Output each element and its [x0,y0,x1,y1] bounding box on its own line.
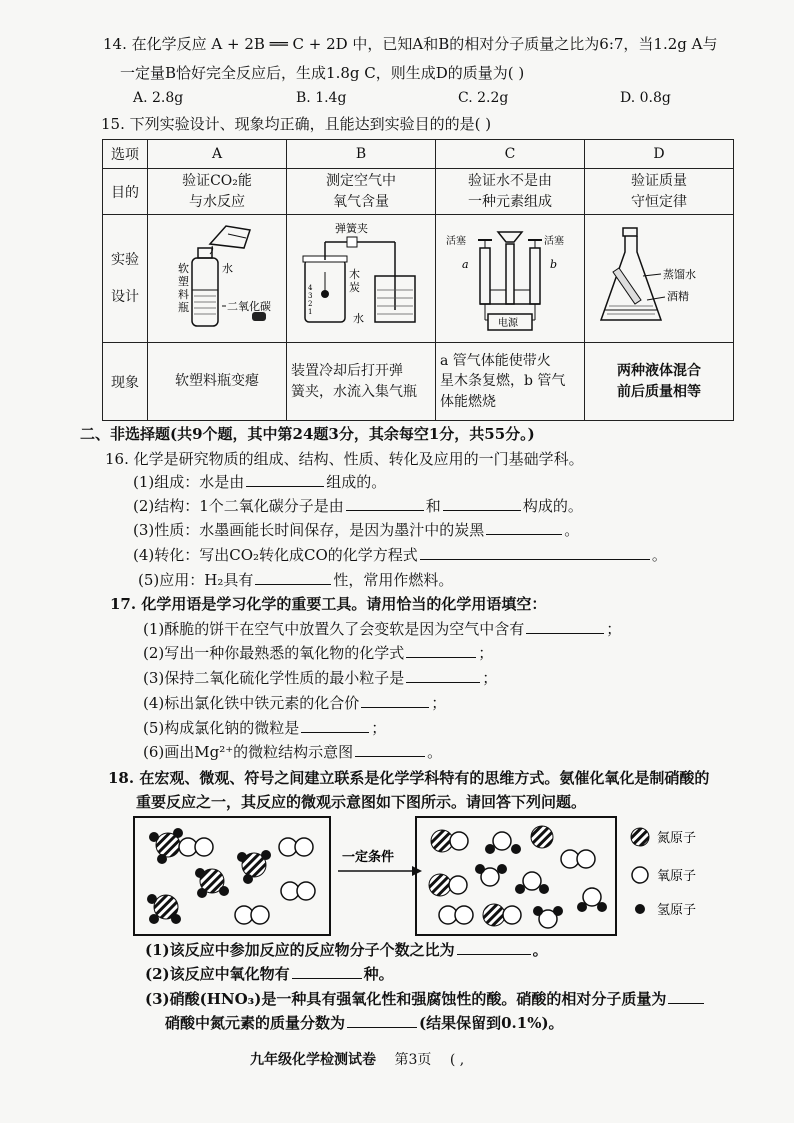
q15-experiment-table [102,139,734,421]
answer-blank[interactable] [255,570,331,585]
q14-options [0,90,794,110]
plastic-bottle-diagram [152,220,282,338]
phenomenon-c: a 管气体能使带火 星木条复燃，b 管气 体能燃烧 [436,343,585,421]
q17-part5: (5)构成氯化钠的微粒是 ； [143,719,387,737]
q18-part2: (2)该反应中氧化物有 种。 [145,965,394,983]
svg-text:电源: 电源 [498,317,518,329]
q16-part5: (5)应用：H₂具有 性，常用作燃料。 [138,571,454,589]
purpose-d: 验证质量 守恒定律 [585,169,734,215]
footer-title: 九年级化学检测试卷 [250,1052,376,1068]
reaction-micro-diagram [130,811,730,941]
footer-page-number: 第3页 [394,1052,432,1068]
q17-part2: (2)写出一种你最熟悉的氧化物的化学式 ； [143,644,494,662]
q16-part4: (4)转化：写出CO₂转化成CO的化学方程式 。 [133,546,667,564]
answer-blank[interactable] [443,496,521,511]
oxygen-atom-icon [632,867,648,883]
q18-stem-line1: 18. 在宏观、微观、符号之间建立联系是化学学科特有的思维方式。氨催化氧化是制硝酸的 [108,769,710,787]
nitrogen-atom-icon [631,828,649,846]
answer-blank[interactable] [668,989,704,1004]
svg-text:1: 1 [308,307,313,316]
legend-nitrogen: 氮原子 [657,831,697,846]
table-header-option: 选项 [103,140,148,169]
answer-blank[interactable] [406,643,476,658]
answer-blank[interactable] [292,964,362,979]
answer-blank[interactable] [406,668,480,683]
q14-option-b: B. 1.4g [296,90,347,106]
purpose-a: 验证CO₂能 与水反应 [148,169,287,215]
q16-stem: 16. 化学是研究物质的组成、结构、性质、转化及应用的一门基础学科。 [105,450,584,468]
answer-blank[interactable] [486,520,562,535]
footer-paren: ( , [449,1052,465,1068]
purpose-b: 测定空气中 氧气含量 [287,169,436,215]
table-header-c: C [436,140,585,169]
q18-stem-line2: 重要反应之一，其反应的微观示意图如下图所示。请回答下列问题。 [136,793,587,811]
svg-text:塑: 塑 [178,274,189,288]
answer-blank[interactable] [301,718,369,733]
row-label-purpose: 目的 [103,169,148,215]
design-d-illustration [585,215,734,343]
table-header-a: A [148,140,287,169]
svg-text:软: 软 [178,261,189,275]
svg-text:活塞: 活塞 [544,235,564,247]
q16-part3: (3)性质：水墨画能长时间保存，是因为墨汁中的炭黑 。 [133,521,580,539]
q14-option-d: D. 0.8g [620,90,671,106]
svg-text:料: 料 [178,287,189,301]
q17-part6: (6)画出Mg²⁺的微粒结构示意图 。 [143,743,443,761]
design-a-illustration [148,215,287,343]
q16-part1: (1)组成：水是由 组成的。 [133,473,387,491]
legend-hydrogen: 氢原子 [657,903,697,918]
oxygen-content-diagram [291,220,431,338]
answer-blank[interactable] [420,545,650,560]
q16-part2: (2)结构：1个二氧化碳分子是由 和 构成的。 [133,497,583,515]
q14-stem-line1: 14. 在化学反应 A + 2B ══ C + 2D 中，已知A和B的相对分子质量之比为6:7，当1.2g A与 [103,35,718,53]
svg-text:二氧化碳: 二氧化碳 [227,299,271,313]
reaction-condition-label: 一定条件 [342,850,395,865]
q14-stem-line2: 一定量B恰好完全反应后，生成1.8g C，则生成D的质量为( ) [120,64,525,82]
reactant-molecules [147,828,315,924]
svg-text:瓶: 瓶 [178,300,189,314]
answer-blank[interactable] [526,619,604,634]
q17-part3: (3)保持二氧化硫化学性质的最小粒子是 ； [143,669,498,687]
svg-text:炭: 炭 [349,280,360,294]
svg-text:木: 木 [349,267,360,281]
table-header-d: D [585,140,734,169]
purpose-c: 验证水不是由 一种元素组成 [436,169,585,215]
answer-blank[interactable] [346,496,424,511]
hydrogen-atom-icon [635,904,645,914]
svg-text:3: 3 [308,291,313,300]
q18-part3a: (3)硝酸(HNO₃)是一种具有强氧化性和强腐蚀性的酸。硝酸的相对分子质量为 [145,988,706,1009]
q14-option-a: A. 2.8g [133,90,184,106]
design-c-illustration [436,215,585,343]
svg-text:活塞: 活塞 [446,235,466,247]
q17-part4: (4)标出氯化铁中铁元素的化合价 ； [143,694,447,712]
row-label-design: 实验 设计 [103,215,148,343]
legend-oxygen: 氧原子 [657,869,697,884]
q17-stem: 17. 化学用语是学习化学的重要工具。请用恰当的化学用语填空： [110,595,547,613]
q14-option-c: C. 2.2g [458,90,509,106]
svg-text:2: 2 [308,299,313,308]
svg-text:水: 水 [222,261,233,275]
row-label-phenomenon: 现象 [103,343,148,421]
phenomenon-a: 软塑料瓶变瘪 [148,343,287,421]
svg-text:酒精: 酒精 [667,289,689,303]
answer-blank[interactable] [457,940,531,955]
answer-blank[interactable] [246,472,324,487]
svg-text:b: b [550,257,558,271]
answer-blank[interactable] [347,1013,417,1028]
svg-text:蒸馏水: 蒸馏水 [663,267,696,281]
product-molecules [429,826,607,928]
q18-part1: (1)该反应中参加反应的反应物分子个数之比为 。 [145,941,548,959]
page-footer [250,1049,464,1069]
table-header-b: B [287,140,436,169]
phenomenon-d: 两种液体混合 前后质量相等 [585,343,734,421]
svg-text:4: 4 [308,283,313,292]
q15-stem: 15. 下列实验设计、现象均正确，且能达到实验目的的是( ) [101,115,492,133]
svg-text:弹簧夹: 弹簧夹 [335,221,368,235]
phenomenon-b: 装置冷却后打开弹 簧夹，水流入集气瓶 [287,343,436,421]
section2-title: 二、非选择题(共9个题，其中第24题3分，其余每空1分，共55分。) [80,425,535,443]
answer-blank[interactable] [355,742,425,757]
svg-text:a: a [462,257,469,271]
design-b-illustration [287,215,436,343]
q18-part3b: 硝酸中氮元素的质量分数为 (结果保留到0.1%)。 [165,1014,564,1032]
svg-text:水: 水 [353,311,364,325]
q17-part1: (1)酥脆的饼干在空气中放置久了会变软是因为空气中含有 ； [143,620,622,638]
electrolysis-diagram [440,220,580,338]
answer-blank[interactable] [361,693,429,708]
conservation-flask-diagram [589,220,729,338]
